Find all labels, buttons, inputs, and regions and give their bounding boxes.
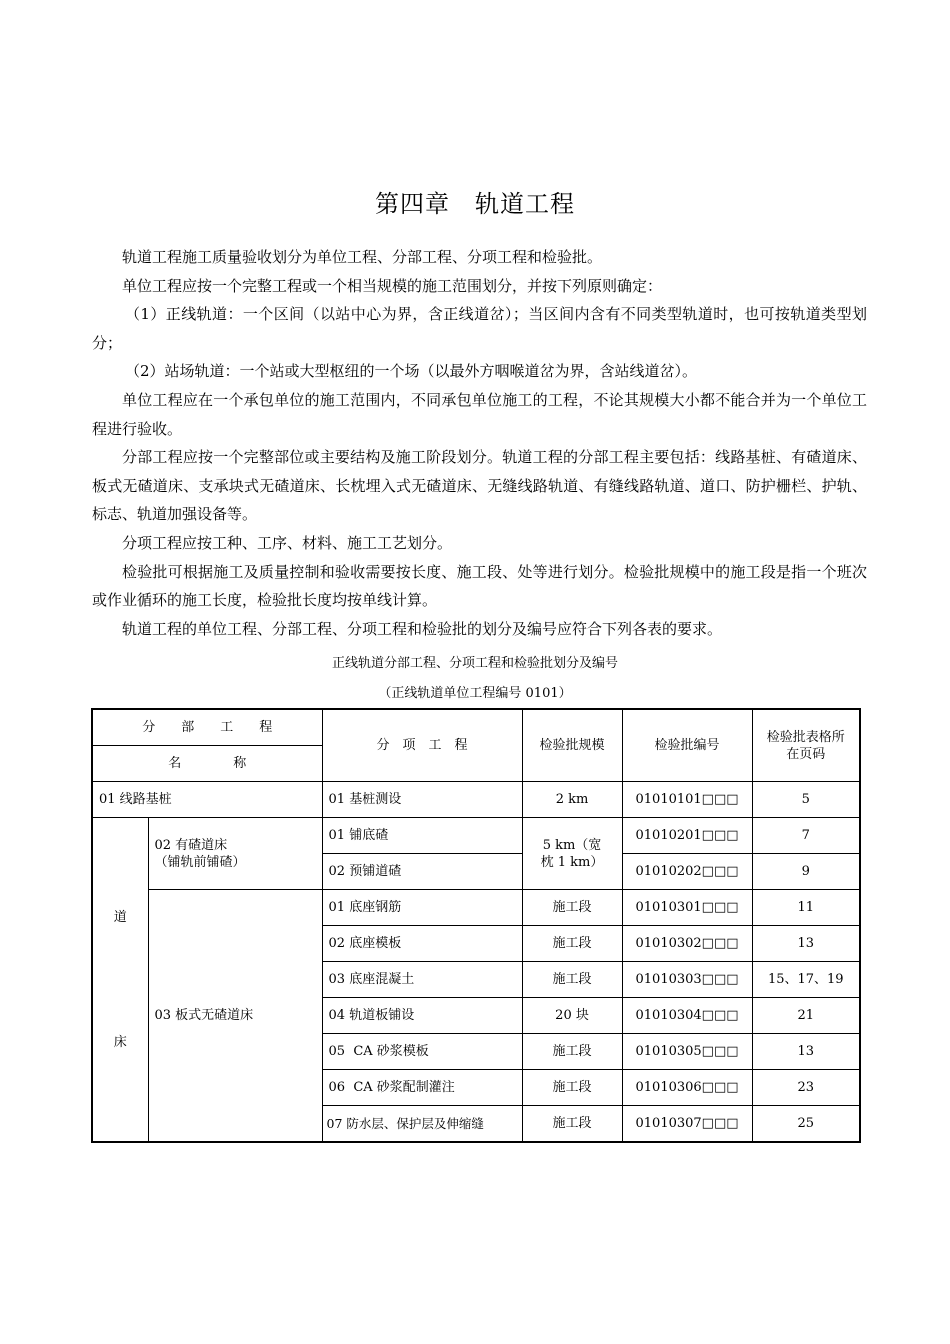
table-row	[92, 890, 860, 926]
header-mingcheng: 名 称	[92, 746, 322, 782]
cell-bianhao: 01010304□□□	[622, 998, 752, 1034]
table-row	[92, 818, 860, 854]
division-table	[91, 708, 861, 1143]
header-fenbu: 分 部 工 程	[92, 709, 322, 746]
cell-bianhao: 01010301□□□	[622, 890, 752, 926]
paragraph: 轨道工程施工质量验收划分为单位工程、分部工程、分项工程和检验批。	[122, 248, 603, 266]
cell-yema: 25	[752, 1106, 860, 1143]
chapter-title: 第四章 轨道工程	[375, 190, 575, 218]
paragraph: 分部工程应按一个完整部位或主要结构及施工阶段划分。轨道工程的分部工程主要包括：线路基桩、有碴道床、板式无碴道床、支承块式无碴道床、长枕埋入式无碴道床、无缝线路轨道、有缝线路轨道、道口、防护栅栏、护轨、标志、轨道加强设备等。	[92, 448, 867, 524]
cell-yema: 21	[752, 998, 860, 1034]
cell-guimo: 5 km（宽枕 1 km）	[522, 818, 622, 890]
cell-fenbu: 01 线路基桩	[92, 782, 322, 818]
cell-bianhao: 01010202□□□	[622, 854, 752, 890]
paragraph: （1）正线轨道：一个区间（以站中心为界，含正线道岔）；当区间内含有不同类型轨道时，也可按轨道类型划分；	[92, 305, 867, 352]
cell-yema: 13	[752, 1034, 860, 1070]
cell-fenxiang: 03 底座混凝土	[322, 962, 522, 998]
table-subcaption: （正线轨道单位工程编号 0101）	[378, 686, 572, 701]
header-bianhao: 检验批编号	[622, 709, 752, 782]
cell-yema: 23	[752, 1070, 860, 1106]
fenbu-line: （铺轨前铺碴）	[154, 854, 246, 870]
cell-guimo: 施工段	[522, 1106, 622, 1143]
cell-bianhao: 01010305□□□	[622, 1034, 752, 1070]
cell-yema: 13	[752, 926, 860, 962]
cell-fenxiang: 01 基桩测设	[322, 782, 522, 818]
cell-bianhao: 01010302□□□	[622, 926, 752, 962]
paragraph: 单位工程应按一个完整工程或一个相当规模的施工范围划分，并按下列原则确定：	[122, 276, 663, 295]
paragraph: 轨道工程的单位工程、分部工程、分项工程和检验批的划分及编号应符合下列各表的要求。	[122, 619, 723, 638]
cell-guimo: 施工段	[522, 926, 622, 962]
fenbu-line: 02 有碴道床	[154, 837, 228, 853]
cell-guimo: 20 块	[522, 998, 622, 1034]
cell-yema: 5	[752, 782, 860, 818]
cell-fenxiang: 05 CA 砂浆模板	[322, 1034, 522, 1070]
table-header-row	[92, 709, 860, 746]
cell-guimo: 2 km	[522, 782, 622, 818]
table-caption: 正线轨道分部工程、分项工程和检验批划分及编号	[331, 656, 618, 671]
cell-fenxiang: 02 预铺道碴	[322, 854, 522, 890]
cell-fenbu: 03 板式无碴道床	[148, 890, 322, 1143]
cell-guimo: 施工段	[522, 1070, 622, 1106]
cell-yema: 7	[752, 818, 860, 854]
cell-yema: 11	[752, 890, 860, 926]
cell-fenxiang: 06 CA 砂浆配制灌注	[322, 1070, 522, 1106]
cell-fenxiang: 02 底座模板	[322, 926, 522, 962]
header-yema: 检验批表格所在页码	[752, 709, 860, 782]
cell-yema: 9	[752, 854, 860, 890]
header-guimo: 检验批规模	[522, 709, 622, 782]
paragraph: 单位工程应在一个承包单位的施工范围内，不同承包单位施工的工程，不论其规模大小都不能合并为一个单位工程进行验收。	[92, 390, 867, 438]
cell-fenxiang: 07 防水层、保护层及伸缩缝	[322, 1106, 522, 1143]
paragraph: 检验批可根据施工及质量控制和验收需要按长度、施工段、处等进行划分。检验批规模中的施工段是指一个班次或作业循环的施工长度，检验批长度均按单线计算。	[92, 562, 867, 610]
cell-bianhao: 01010201□□□	[622, 818, 752, 854]
cell-bianhao: 01010306□□□	[622, 1070, 752, 1106]
cell-guimo: 施工段	[522, 890, 622, 926]
body-text	[92, 243, 867, 643]
paragraph: （2）站场轨道：一个站或大型枢纽的一个场（以最外方咽喉道岔为界，含站线道岔）。	[125, 362, 698, 381]
cell-guimo: 施工段	[522, 1034, 622, 1070]
cell-group-daochuang	[92, 818, 148, 1143]
cell-fenxiang: 01 铺底碴	[322, 818, 522, 854]
table-row	[92, 782, 860, 818]
paragraph: 分项工程应按工种、工序、材料、施工工艺划分。	[122, 533, 453, 552]
cell-bianhao: 01010307□□□	[622, 1106, 752, 1143]
cell-bianhao: 01010303□□□	[622, 962, 752, 998]
cell-fenxiang: 04 轨道板铺设	[322, 998, 522, 1034]
cell-yema: 15、17、19	[752, 962, 860, 998]
cell-fenbu	[148, 818, 322, 890]
group-label-bottom: 床	[113, 1034, 127, 1050]
cell-bianhao: 01010101□□□	[622, 782, 752, 818]
cell-guimo: 施工段	[522, 962, 622, 998]
group-label-top: 道	[113, 909, 127, 925]
cell-fenxiang: 01 底座钢筋	[322, 890, 522, 926]
header-fenxiang: 分 项 工 程	[322, 709, 522, 782]
